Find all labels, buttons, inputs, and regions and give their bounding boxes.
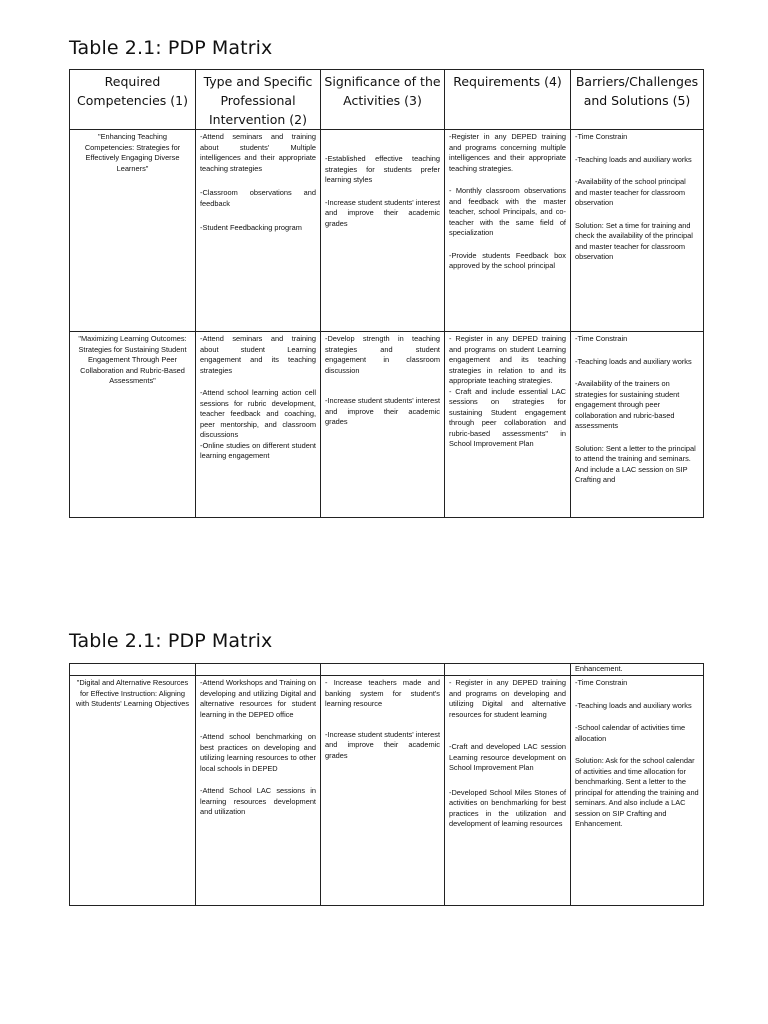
table-row bbox=[70, 130, 704, 332]
competency-text: "Digital and Alternative Resources for Effective Instruction: Aligning with Students' Learning Objectives bbox=[75, 678, 190, 708]
intervention-item: -Attend school learning action cell sessions for rubric development, teacher feedback and coaching, peer mentorship, and classroom discussions bbox=[200, 388, 316, 439]
requirements-cell bbox=[445, 676, 571, 906]
intervention-cell bbox=[196, 332, 321, 518]
continuation-row bbox=[70, 664, 704, 676]
barriers-item: -Time Constrain bbox=[575, 678, 628, 687]
pdp-matrix-table bbox=[69, 69, 704, 518]
requirements-item: -Register in any DEPED training and programs concerning multiple intelligences and their appropriate teaching strategies. bbox=[449, 132, 566, 173]
requirements-item: -Provide students Feedback box approved by the school principal bbox=[449, 250, 566, 270]
significance-item: -Increase student students' interest and improve their academic grades bbox=[325, 396, 440, 426]
barriers-item: -Teaching loads and auxiliary works bbox=[575, 154, 692, 164]
empty-cell bbox=[196, 664, 321, 676]
barriers-item: -Time Constrain bbox=[575, 334, 628, 343]
table-row bbox=[70, 332, 704, 518]
significance-item: -Increase student students' interest and improve their academic grades bbox=[325, 729, 440, 760]
barriers-cell bbox=[571, 130, 704, 332]
page-title: Table 2.1: PDP Matrix bbox=[69, 630, 273, 652]
empty-cell bbox=[321, 664, 445, 676]
barriers-item: -Time Constrain bbox=[575, 132, 628, 141]
significance-item: -Increase student students' interest and improve their academic grades bbox=[325, 197, 440, 228]
intervention-cell bbox=[196, 676, 321, 906]
competency-cell bbox=[70, 332, 196, 518]
significance-item: -Develop strength in teaching strategies and student engagement in classroom discussion bbox=[325, 334, 440, 375]
significance-cell bbox=[321, 130, 445, 332]
significance-cell bbox=[321, 332, 445, 518]
intervention-item: -Attend seminars and training about student Learning engagement and its teaching strategies bbox=[200, 334, 316, 375]
requirements-item: - Monthly classroom observations and feedback with the master teacher, school Principals, and co-teacher with the same field of specialization bbox=[449, 186, 566, 237]
competency-text: "Enhancing Teaching Competencies: Strategies for Effectively Engaging Diverse Learners" bbox=[84, 132, 181, 173]
barriers-cell bbox=[571, 332, 704, 518]
requirements-item: -Craft and developed LAC session Learning resource development on School Improvement Plan bbox=[449, 742, 566, 772]
barriers-item: -Teaching loads and auxiliary works bbox=[575, 356, 692, 366]
requirements-cell bbox=[445, 332, 571, 518]
barriers-item: -Availability of the trainers on strategies for sustaining student engagement through peer collaboration and rubric-based assessments bbox=[575, 379, 680, 430]
requirements-item: - Register in any DEPED training and programs on developing and utilizing Digital and alternative resources for student learning bbox=[449, 678, 566, 719]
barriers-item: Solution: Sent a letter to the principal to attend the training and seminars. And include a LAC session on SIP Crafting and bbox=[575, 443, 696, 484]
continuation-text: Enhancement. bbox=[571, 664, 704, 676]
barriers-item: Solution: Ask for the school calendar of activities and time allocation for benchmarking. Sent a letter to the principal for attending the training and seminars. And also include a LAC session on SIP Crafting and Enhancement. bbox=[575, 756, 699, 828]
barriers-item: -Teaching loads and auxiliary works bbox=[575, 700, 692, 710]
empty-cell bbox=[445, 664, 571, 676]
intervention-cell bbox=[196, 130, 321, 332]
barriers-item: -Availability of the school principal and master teacher for classroom observation bbox=[575, 177, 686, 207]
table-row bbox=[70, 676, 704, 906]
significance-item: -Established effective teaching strategies for students prefer learning styles bbox=[325, 154, 440, 184]
barriers-cell bbox=[571, 676, 704, 906]
competency-cell bbox=[70, 130, 196, 332]
requirements-item: - Craft and include essential LAC sessions on strategies for sustaining Student engagement through peer collaboration and rubric-based assessments" in School Improvement Plan bbox=[449, 386, 566, 448]
pdp-matrix-table-continued bbox=[69, 663, 704, 906]
barriers-item: -School calendar of activities time allocation bbox=[575, 723, 686, 743]
requirements-item: - Register in any DEPED training and programs on student Learning engagement and its teaching strategies in relation to and its appropriate teaching strategies. bbox=[449, 334, 566, 385]
header-requirements: Requirements (4) bbox=[445, 70, 571, 130]
requirements-cell bbox=[445, 130, 571, 332]
intervention-item: -Classroom observations and feedback bbox=[200, 188, 316, 208]
competency-cell bbox=[70, 676, 196, 906]
intervention-item: -Attend Workshops and Training on developing and utilizing Digital and alternative resources for student learning in the DEPED office bbox=[200, 678, 316, 719]
intervention-item: -Attend seminars and training about students' Multiple intelligences and their appropriate teaching strategies bbox=[200, 132, 316, 173]
requirements-item: -Developed School Miles Stones of activities on benchmarking for best practices in the utilization and development of learning resources bbox=[449, 787, 566, 828]
intervention-item: -Student Feedbacking program bbox=[200, 223, 302, 232]
page-title: Table 2.1: PDP Matrix bbox=[69, 37, 273, 59]
significance-cell bbox=[321, 676, 445, 906]
empty-cell bbox=[70, 664, 196, 676]
table-header-row bbox=[70, 70, 704, 130]
competency-text: "Maximizing Learning Outcomes: Strategies for Sustaining Student Engagement Through Peer Collaboration and Rubric-Based Assessments" bbox=[78, 334, 187, 385]
intervention-item: -Attend school benchmarking on best practices on developing and utilizing learning resources to other local schools in DEPED bbox=[200, 732, 316, 773]
significance-item: - Increase teachers made and banking system for student's learning resource bbox=[325, 678, 440, 708]
intervention-item: -Attend School LAC sessions in learning resources development and utilization bbox=[200, 786, 316, 816]
header-intervention: Type and Specific Professional Intervention (2) bbox=[196, 70, 321, 130]
header-required-competencies: Required Competencies (1) bbox=[70, 70, 196, 130]
header-significance: Significance of the Activities (3) bbox=[321, 70, 445, 130]
barriers-item: Solution: Set a time for training and check the availability of the principal and master teacher for classroom observation bbox=[575, 220, 693, 261]
header-barriers-solutions: Barriers/Challenges and Solutions (5) bbox=[571, 70, 704, 130]
intervention-item: -Online studies on different student learning engagement bbox=[200, 440, 316, 460]
